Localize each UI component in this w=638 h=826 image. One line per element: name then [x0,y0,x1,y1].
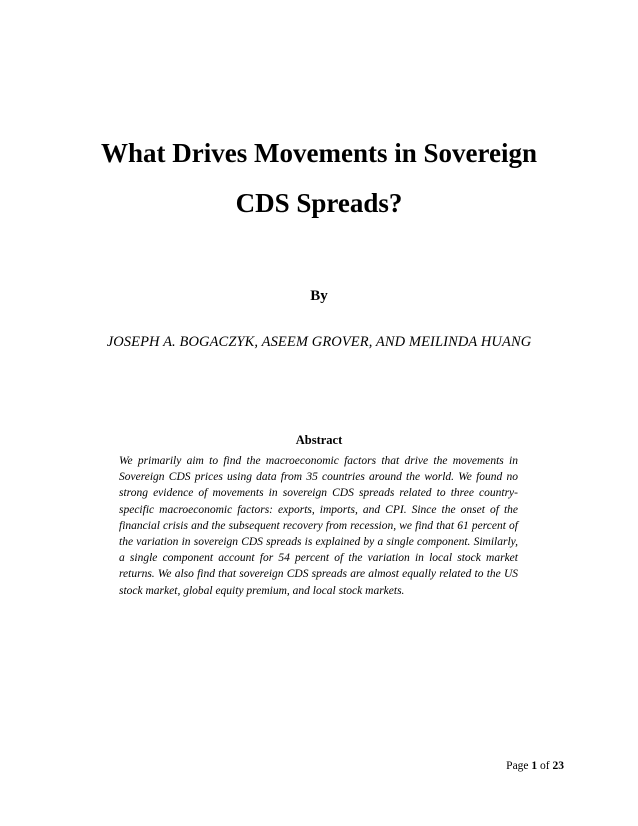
footer-total-pages: 23 [552,760,564,772]
paper-title-line-1: What Drives Movements in Sovereign [101,138,537,168]
paper-title-line-2: CDS Spreads? [235,188,403,218]
page-footer [506,760,564,772]
abstract-text: We primarily aim to find the macroeconomic factors that drive the movements in Sovereign CDS prices using data from 35 countries around the world. We found no strong evidence of movements in sovereign CDS spreads related to three country-specific macroeconomic factors: exports, imports, and CPI. Since the onset of the financial crisis and the subsequent recovery from recession, we find that 61 percent of the variation in sovereign CDS spreads is explained by a single component. Similarly, a single component account for 54 percent of the variation in local stock market returns. We also find that sovereign CDS spreads are almost equally related to the US stock market, global equity premium, and local stock markets. [119,455,518,597]
footer-page-word: Page [506,760,529,772]
abstract-heading: Abstract [295,433,343,447]
footer-of-word: of [540,760,550,772]
author-list: JOSEPH A. BOGACZYK, ASEEM GROVER, AND MEILINDA HUANG [106,334,532,350]
footer-current-page: 1 [531,760,538,772]
paper-title [0,128,638,228]
by-label: By [310,288,328,304]
